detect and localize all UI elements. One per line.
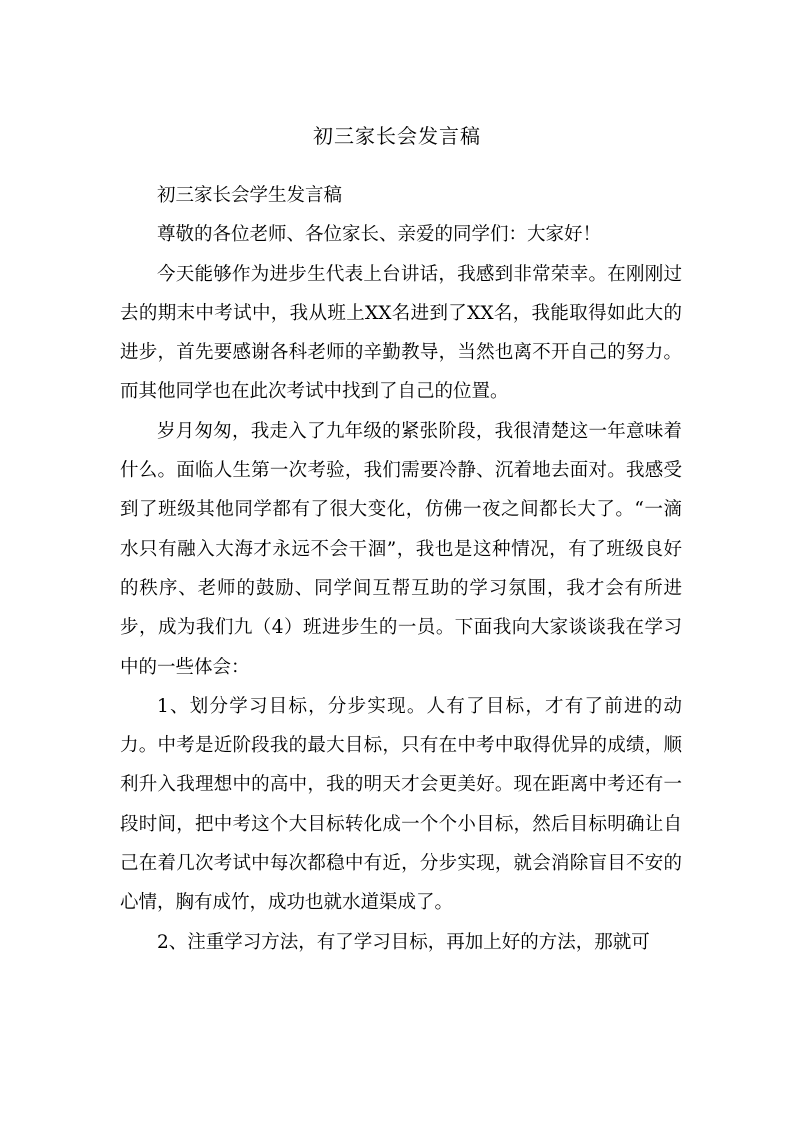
paragraph: 1、划分学习目标，分步实现。人有了目标，才有了前进的动力。中考是近阶段我的最大目标，只有在中考中取得优异的成绩，顺利升入我理想中的高中，我的明天才会更美好。现在距离中考还有一段时间，把中考这个大目标转化成一个个小目标，然后目标明确让自己在着几次考试中每次都稳中有近，分步实现，就会消除盲目不安的心情，胸有成竹，成功也就水道渠成了。: [120, 695, 682, 914]
paragraph: 今天能够作为进步生代表上台讲话，我感到非常荣幸。在刚刚过去的期末中考试中，我从班上XX名进到了XX名，我能取得如此大的进步，首先要感谢各科老师的辛勤教导，当然也离不开自己的努力。而其他同学也在此次考试中找到了自己的位置。: [120, 263, 682, 403]
document-body: [120, 176, 682, 962]
document-subtitle: 初三家长会学生发言稿: [157, 185, 343, 206]
paragraph: 岁月匆匆，我走入了九年级的紧张阶段，我很清楚这一年意味着什么。面临人生第一次考验，我们需要冷静、沉着地去面对。我感受到了班级其他同学都有了很大变化，仿佛一夜之间都长大了。“一滴水只有融入大海才永远不会干涸”，我也是这种情况，有了班级良好的秩序、老师的鼓励、同学间互帮互助的学习氛围，我才会有所进步，成为我们九（4）班进步生的一员。下面我向大家谈谈我在学习中的一些体会：: [120, 420, 682, 678]
greeting-paragraph: 尊敬的各位老师、各位家长、亲爱的同学们：大家好！: [157, 224, 602, 246]
document-title: 初三家长会发言稿: [313, 124, 481, 148]
paragraph: 2、注重学习方法，有了学习目标，再加上好的方法，那就可: [157, 931, 650, 953]
